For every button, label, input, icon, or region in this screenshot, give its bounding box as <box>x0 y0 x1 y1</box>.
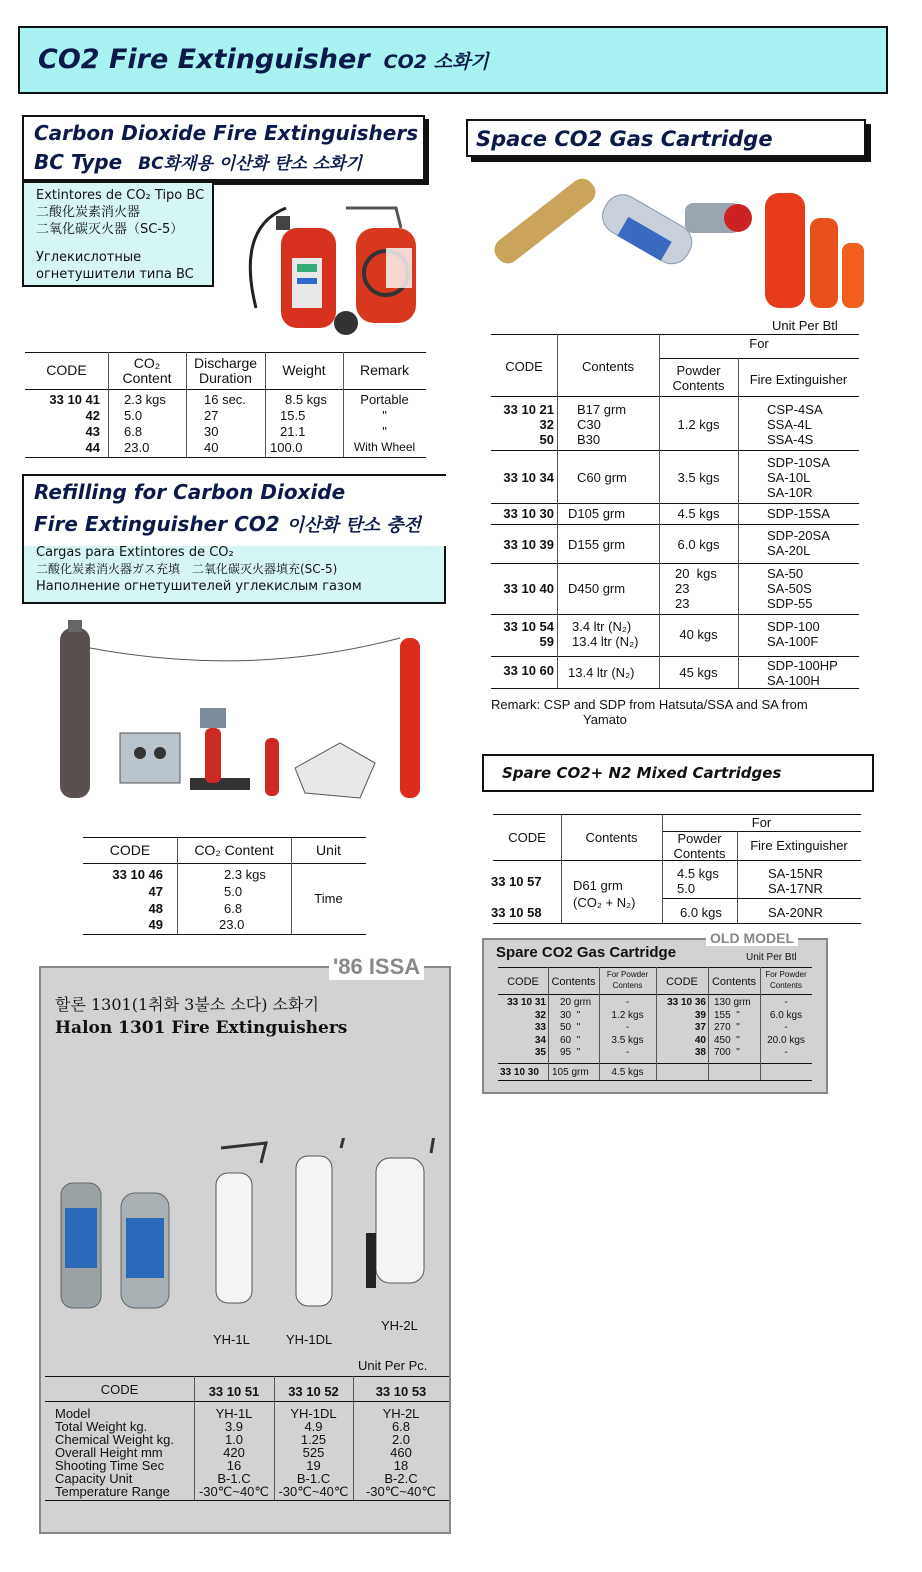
table-cell: SDP-20SA SA-20L <box>767 528 830 558</box>
table-cell: 33 10 39 <box>503 537 554 552</box>
halon-header-code-3: 33 10 53 <box>375 1384 427 1399</box>
table-cell: 33 10 54 59 <box>503 619 554 649</box>
bc-title-line1: Carbon Dioxide Fire Extinguishers <box>34 121 419 145</box>
spare-header-powder: Powder Contents <box>673 831 726 861</box>
space-remark: Remark: CSP and SDP from Hatsuta/SSA and SA from <box>491 697 808 712</box>
table-cell: - 6.0 kgs - 20.0 kgs - <box>767 997 805 1058</box>
space-unit-note: Unit Per Btl <box>772 318 838 333</box>
table-cell: 43 <box>85 424 100 439</box>
refill-desc-jp: 二酸化炭素消火器ガス充填 二氧化碳灭火器填充(SC-5) <box>36 562 338 576</box>
refill-title-line1: Refilling for Carbon Dioxide <box>34 480 346 504</box>
table-cell: 40 kgs <box>679 627 718 642</box>
space-remark-2: Yamato <box>583 712 627 727</box>
bc-desc-ru1: Углекислотные <box>36 250 142 265</box>
table-cell: D105 grm <box>568 506 626 521</box>
table-cell: 33 10 30 <box>503 506 554 521</box>
space-header-code: CODE <box>505 359 543 374</box>
table-cell: 23.0 <box>219 917 245 932</box>
halon-col-yh1l: YH-1L 3.9 1.0 420 16 B-1.C -30℃~40℃ <box>198 1406 270 1499</box>
halon-unit-note: Unit Per Pc. <box>358 1358 428 1373</box>
spare-title: Spare CO2+ N2 Mixed Cartridges <box>502 764 782 782</box>
halon-extinguisher-image <box>51 1138 451 1348</box>
halon-col-yh2l: YH-2L 6.8 2.0 460 18 B-2.C -30℃~40℃ <box>365 1406 437 1499</box>
table-cell: 130 grm 155 " 270 " 450 " 700 " <box>714 997 751 1058</box>
halon-label-yh1dl: YH-1DL <box>286 1332 333 1347</box>
table-cell: 27 <box>204 408 219 423</box>
table-cell: 4.5 kgs 5.0 <box>677 866 719 896</box>
spare-header-code: CODE <box>508 830 546 845</box>
halon-label-yh2l: YH-2L <box>381 1318 418 1333</box>
spare-title-box <box>482 754 874 792</box>
table-cell: 33 10 58 <box>491 905 542 920</box>
space-header-contents: Contents <box>581 359 635 374</box>
table-cell: Portable <box>360 392 409 407</box>
table-cell: 4.5 kgs <box>677 506 720 521</box>
bc-title-line2: BC Type BC화재용 이산화 탄소 소화기 <box>34 150 362 174</box>
table-cell: 6.0 kgs <box>680 905 722 920</box>
refill-desc-es: Cargas para Extintores de CO₂ <box>36 545 234 560</box>
table-cell: 2.3 kgs <box>224 867 266 882</box>
table-cell: - 1.2 kgs - 3.5 kgs - <box>611 997 644 1058</box>
table-cell: 33 10 30 <box>500 1067 539 1078</box>
table-cell: 16 sec. <box>204 392 246 407</box>
bc-desc-ru2: огнетушители типа BC <box>36 267 194 282</box>
table-cell: 49 <box>148 917 163 932</box>
halon-header-code-1: 33 10 51 <box>208 1384 260 1399</box>
table-cell: SA-20NR <box>768 905 823 920</box>
table-cell: 47 <box>148 884 163 899</box>
table-cell: 30 <box>204 424 219 439</box>
table-cell: 105 grm <box>552 1067 589 1078</box>
cartridge-image <box>480 168 870 318</box>
table-cell: 21.1 <box>280 424 306 439</box>
halon-header-code-2: 33 10 52 <box>288 1384 339 1399</box>
refill-header-content: CO₂ Content <box>194 842 274 858</box>
space-header-fire: Fire Extinguisher <box>749 372 848 387</box>
table-cell: SA-50 SA-50S SDP-55 <box>767 566 813 611</box>
table-cell: 23.0 <box>124 440 150 455</box>
bc-desc-es: Extintores de CO₂ Tipo BC <box>36 188 205 203</box>
table-cell: 33 10 40 <box>503 581 554 596</box>
old-header-contents-2: Contents <box>711 976 757 988</box>
table-cell: 33 10 60 <box>503 663 554 678</box>
old-model-unit-note: Unit Per Btl <box>746 952 797 963</box>
bc-desc-jp: 二酸化炭素消火器 <box>36 205 141 220</box>
halon-row-labels: Model Total Weight kg. Chemical Weight kg. Overall Height mm Shooting Time Sec Capacity Unit Temperature Range <box>55 1406 174 1499</box>
table-cell: 6.0 kgs <box>677 537 720 552</box>
table-cell: 20 grm 30 " 50 " 60 " 95 " <box>560 997 592 1058</box>
bc-header-content: CO₂ Content <box>122 355 172 386</box>
halon-title-kr: 할론 1301(1취화 3불소 소다) 소화기 <box>55 995 319 1014</box>
table-cell: 6.8 <box>224 901 243 916</box>
space-title-box <box>466 119 866 157</box>
old-header-code: CODE <box>507 976 539 988</box>
old-header-code-2: CODE <box>666 976 698 988</box>
table-cell: SDP-15SA <box>767 506 830 521</box>
space-title: Space CO2 Gas Cartridge <box>476 127 773 151</box>
page-title: CO2 Fire Extinguisher CO2 소화기 <box>38 44 489 75</box>
table-cell: 33 10 31 32 33 34 35 <box>507 997 546 1058</box>
table-cell: With Wheel <box>353 440 416 454</box>
refill-desc-ru: Наполнение огнетушителей углекислым газом <box>36 579 362 594</box>
space-header-powder: Powder Contents <box>672 363 725 393</box>
refill-title-line2: Fire Extinguisher CO2 이산화 탄소 충전 <box>34 512 421 536</box>
table-cell: 3.4 ltr (N₂) 13.4 ltr (N₂) <box>572 619 639 649</box>
table-cell: 2.3 kgs <box>124 392 166 407</box>
bc-extinguisher-image <box>226 188 426 338</box>
table-cell: 13.4 ltr (N₂) <box>568 665 635 680</box>
table-cell: CSP-4SA SSA-4L SSA-4S <box>767 402 823 447</box>
old-model-tag: OLD MODEL <box>706 930 798 946</box>
bc-header-duration: Discharge Duration <box>193 355 258 386</box>
table-cell: 44 <box>85 440 100 455</box>
space-header-for: For <box>749 336 769 351</box>
table-cell: 15.5 <box>280 408 306 423</box>
bc-desc-cn: 二氧化碳灭火器（SC-5） <box>36 222 184 237</box>
table-cell: 40 <box>204 440 219 455</box>
table-cell: D450 grm <box>568 581 626 596</box>
table-cell: 1.2 kgs <box>677 417 720 432</box>
spare-header-fire: Fire Extinguisher <box>750 838 848 853</box>
table-cell: 33 10 46 <box>112 867 163 882</box>
table-cell: 33 10 41 <box>49 392 100 407</box>
table-cell: D61 grm (CO₂ + N₂) <box>573 878 636 910</box>
table-cell: 45 kgs <box>679 665 718 680</box>
table-cell: 33 10 34 <box>503 470 554 485</box>
old-header-powder-2: For Powder Contents <box>765 970 807 990</box>
table-cell: SDP-100HP SA-100H <box>767 658 838 688</box>
spare-header-for: For <box>751 815 772 830</box>
refill-box <box>22 474 446 604</box>
halon-header-code: CODE <box>100 1382 139 1397</box>
table-cell: C60 grm <box>577 470 627 485</box>
table-cell: 4.5 kgs <box>611 1067 644 1078</box>
old-model-title: Spare CO2 Gas Cartridge <box>496 944 677 961</box>
spare-header-contents: Contents <box>585 830 638 845</box>
table-cell: SDP-100 SA-100F <box>767 619 820 649</box>
table-cell: 6.8 <box>124 424 143 439</box>
old-model-box <box>482 930 828 1094</box>
halon-title-en: Halon 1301 Fire Extinguishers <box>55 1018 348 1038</box>
table-cell: 48 <box>148 901 163 916</box>
bc-header-code: CODE <box>46 362 87 378</box>
halon-col-yh1dl: YH-1DL 4.9 1.25 525 19 B-1.C -30℃~40℃ <box>278 1406 349 1499</box>
old-header-powder: For Powder Contens <box>606 970 649 990</box>
table-cell: 8.5 kgs <box>285 392 327 407</box>
table-cell: Time <box>314 891 343 906</box>
table-cell: 3.5 kgs <box>677 470 720 485</box>
table-cell: SA-15NR SA-17NR <box>768 866 823 896</box>
refill-equipment-image <box>50 618 430 818</box>
bc-header-weight: Weight <box>282 362 326 378</box>
table-cell: 100.0 <box>270 440 303 455</box>
refill-header-unit: Unit <box>316 842 341 858</box>
halon-tag: '86 ISSA <box>329 954 424 980</box>
table-cell: 20 kgs 23 23 <box>675 566 717 611</box>
old-header-contents: Contents <box>551 976 596 988</box>
page-banner <box>18 26 888 94</box>
table-cell: SDP-10SA SA-10L SA-10R <box>767 455 830 500</box>
table-cell: D155 grm <box>568 537 626 552</box>
halon-box <box>39 954 451 1534</box>
table-cell: 42 <box>85 408 100 423</box>
bc-header-remark: Remark <box>359 362 409 378</box>
table-cell: 33 10 21 32 50 <box>503 402 554 447</box>
bc-title-box <box>22 115 425 181</box>
table-cell: 33 10 36 39 37 40 38 <box>667 997 706 1058</box>
halon-label-yh1l: YH-1L <box>213 1332 250 1347</box>
table-cell: 33 10 57 <box>491 874 542 889</box>
table-cell: " <box>382 424 387 439</box>
bc-description-box <box>22 181 214 287</box>
table-cell: B17 grm C30 B30 <box>577 402 627 447</box>
table-cell: " <box>382 408 387 423</box>
table-cell: 5.0 <box>124 408 143 423</box>
refill-header-code: CODE <box>109 842 151 858</box>
table-cell: 5.0 <box>224 884 243 899</box>
